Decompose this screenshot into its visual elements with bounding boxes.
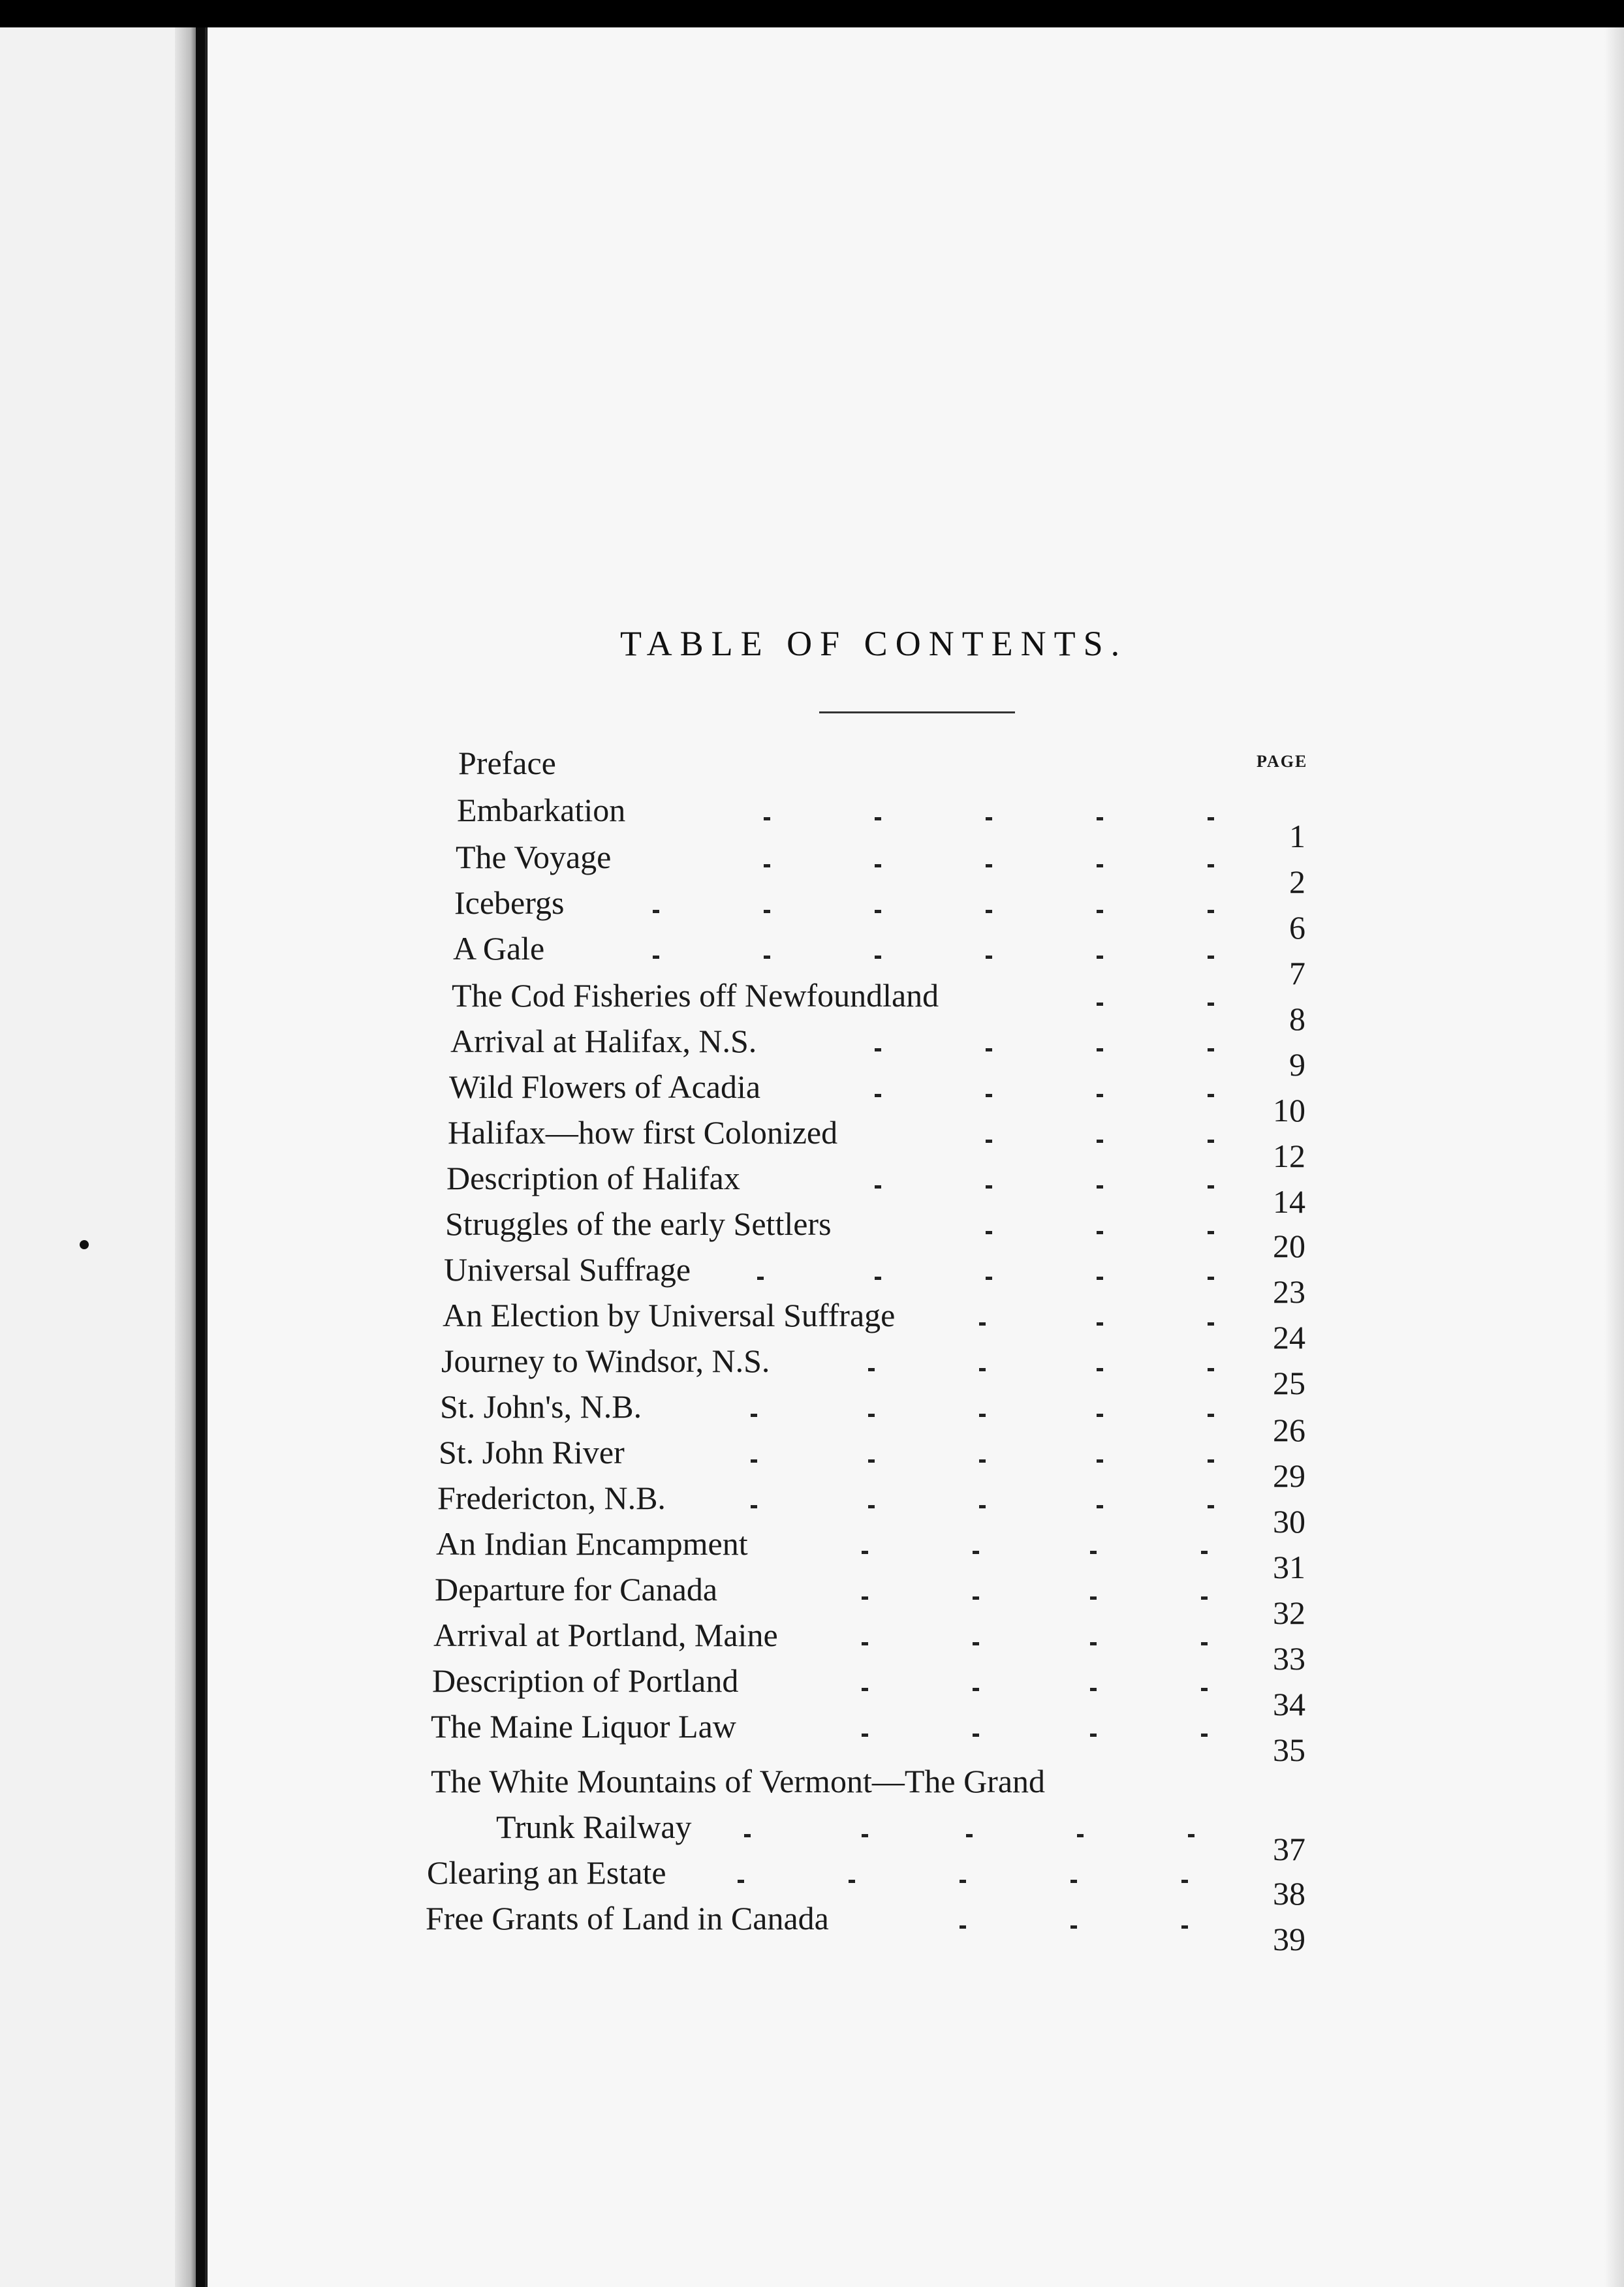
toc-entry-title: Arrival at Halifax, N.S. [450, 1023, 757, 1059]
leader-dot [875, 910, 881, 913]
leader-dot [966, 1834, 973, 1837]
toc-entry [439, 1433, 1279, 1479]
leader-dot [1090, 1551, 1097, 1554]
leader-dot [1097, 864, 1103, 867]
leader-dot [868, 1368, 875, 1371]
toc-page-number: 9 [1289, 1046, 1305, 1083]
leader-dot [986, 1140, 992, 1143]
leader-dot [653, 956, 659, 959]
leader-dot [1208, 910, 1214, 913]
leader-dot [1097, 1459, 1103, 1463]
leader-dot [1208, 1322, 1214, 1326]
toc-page-number: 14 [1273, 1183, 1305, 1220]
leader-dot [1201, 1596, 1208, 1600]
leader-dot [973, 1551, 979, 1554]
leader-dot [1090, 1596, 1097, 1600]
toc-entry [433, 1616, 1279, 1662]
leader-dot [986, 864, 992, 867]
toc-entry-title: Arrival at Portland, Maine [433, 1617, 778, 1653]
toc-page-number: 34 [1273, 1686, 1305, 1722]
toc-entry [444, 1251, 1279, 1296]
toc-entry-title: The Voyage [456, 839, 612, 875]
leader-dot [764, 817, 770, 820]
leader-dot [960, 1925, 966, 1929]
toc-entry [443, 1296, 1279, 1342]
leader-dot [1070, 1925, 1077, 1929]
leader-dot [1208, 817, 1214, 820]
leader-dot [986, 1048, 992, 1051]
leader-dot [868, 1505, 875, 1508]
leader-dot [868, 1459, 875, 1463]
toc-entry-title: The White Mountains of Vermont—The Grand [431, 1763, 1046, 1799]
leader-dot [875, 817, 881, 820]
leader-dot [1188, 1834, 1195, 1837]
toc-entry-title: Trunk Railway [496, 1809, 692, 1845]
toc-page-number: 20 [1273, 1228, 1305, 1264]
leader-dot [1201, 1688, 1208, 1691]
toc-entry-title: Icebergs [454, 884, 565, 921]
leader-dot [1090, 1642, 1097, 1645]
leader-dot [764, 956, 770, 959]
toc-page-number: 37 [1273, 1831, 1305, 1867]
toc-entry-title: Preface [458, 745, 556, 781]
toc-page-number: 25 [1273, 1365, 1305, 1401]
toc-entry-title: Universal Suffrage [444, 1251, 691, 1288]
toc-page-number: 30 [1273, 1503, 1305, 1540]
toc-entry [496, 1808, 1279, 1854]
leader-dot [862, 1688, 868, 1691]
toc-entry-title: Journey to Windsor, N.S. [441, 1343, 770, 1379]
leader-dot [1208, 864, 1214, 867]
toc-entry-title: The Maine Liquor Law [431, 1708, 736, 1745]
toc-page-number: 35 [1273, 1732, 1305, 1768]
toc-entry [441, 1342, 1279, 1388]
leader-dot [751, 1505, 757, 1508]
leader-dot [960, 1880, 966, 1883]
toc-entry [435, 1570, 1279, 1616]
toc-entry-title: Embarkation [457, 792, 626, 828]
leader-dot [1208, 1277, 1214, 1280]
leader-dot [862, 1734, 868, 1737]
toc-entry [426, 1899, 1279, 1945]
leader-dot [979, 1368, 986, 1371]
leader-dot [986, 1094, 992, 1097]
leader-dot [1201, 1642, 1208, 1645]
leader-dot [1201, 1551, 1208, 1554]
toc-entry-title: Halifax—how first Colonized [448, 1114, 838, 1151]
toc-entry-title: Fredericton, N.B. [437, 1480, 666, 1516]
leader-dot [1208, 1094, 1214, 1097]
toc-page-number: 24 [1273, 1319, 1305, 1356]
page-column-label: PAGE [1257, 752, 1308, 771]
leader-dot [986, 817, 992, 820]
leader-dot [979, 1414, 986, 1417]
toc-entry-title: A Gale [453, 930, 545, 967]
leader-dot [1097, 1322, 1103, 1326]
toc-page-number: 10 [1273, 1092, 1305, 1128]
toc-page-number: 6 [1289, 909, 1305, 946]
toc-entry-title: Clearing an Estate [427, 1854, 666, 1891]
toc-entry [427, 1854, 1279, 1899]
leader-dot [1077, 1834, 1084, 1837]
page-title: TABLE OF CONTENTS. [620, 624, 1128, 663]
leader-dot [1097, 1094, 1103, 1097]
leader-dot [875, 1277, 881, 1280]
toc-entry-title: St. John River [439, 1434, 625, 1470]
toc-entry-title: Struggles of the early Settlers [445, 1206, 832, 1242]
toc-page-number: 33 [1273, 1640, 1305, 1677]
leader-dot [862, 1642, 868, 1645]
toc-entry-title: Description of Halifax [446, 1160, 740, 1196]
toc-page-number: 26 [1273, 1412, 1305, 1448]
toc-entry-title: An Indian Encampment [436, 1525, 748, 1562]
toc-page-number: 31 [1273, 1549, 1305, 1585]
leader-dot [1070, 1880, 1077, 1883]
toc-entry [431, 1707, 1279, 1753]
toc-page-number: 23 [1273, 1273, 1305, 1310]
leader-dot [653, 910, 659, 913]
leader-dot [1097, 1368, 1103, 1371]
leader-dot [1097, 1231, 1103, 1234]
leader-dot [738, 1880, 744, 1883]
toc-entry [454, 884, 1279, 929]
toc-page-number: 2 [1289, 863, 1305, 900]
leader-dot [1090, 1688, 1097, 1691]
toc-page-number: 32 [1273, 1595, 1305, 1631]
leader-dot [1201, 1734, 1208, 1737]
leader-dot [875, 1185, 881, 1189]
toc-entry [452, 976, 1279, 1022]
leader-dot [986, 1185, 992, 1189]
leader-dot [862, 1834, 868, 1837]
leader-dot [986, 910, 992, 913]
leader-dot [1181, 1925, 1188, 1929]
leader-dot [1208, 1459, 1214, 1463]
leader-dot [1208, 1505, 1214, 1508]
leader-dot [751, 1414, 757, 1417]
toc-entry-title: Free Grants of Land in Canada [426, 1900, 829, 1937]
toc-entry-title: An Election by Universal Suffrage [443, 1297, 896, 1333]
leader-dot [1208, 1185, 1214, 1189]
leader-dot [875, 956, 881, 959]
toc-entry [457, 791, 1279, 837]
leader-dot [1097, 1003, 1103, 1006]
toc-entry [437, 1479, 1279, 1525]
leader-dot [764, 864, 770, 867]
leader-dot [1208, 1048, 1214, 1051]
leader-dot [1097, 956, 1103, 959]
leader-dot [757, 1277, 764, 1280]
leader-dot [1097, 817, 1103, 820]
leader-dot [1097, 1414, 1103, 1417]
toc-entry-title: Wild Flowers of Acadia [449, 1068, 761, 1105]
leader-dot [1090, 1734, 1097, 1737]
toc-entry [458, 744, 1279, 790]
leader-dot [1208, 1368, 1214, 1371]
leader-dot [973, 1734, 979, 1737]
leader-dot [1181, 1880, 1188, 1883]
toc-entry [456, 838, 1279, 884]
toc-page-number: 12 [1273, 1138, 1305, 1174]
leader-dot [979, 1322, 986, 1326]
leader-dot [1208, 956, 1214, 959]
toc-entry [445, 1205, 1279, 1251]
leader-dot [1097, 1048, 1103, 1051]
leader-dot [764, 910, 770, 913]
leader-dot [875, 1094, 881, 1097]
toc-page-number: 7 [1289, 955, 1305, 991]
leader-dot [979, 1505, 986, 1508]
leader-dot [986, 1231, 992, 1234]
toc-entry [448, 1113, 1279, 1159]
leader-dot [1208, 1414, 1214, 1417]
leader-dot [849, 1880, 855, 1883]
leader-dot [1208, 1003, 1214, 1006]
leader-dot [973, 1688, 979, 1691]
leader-dot [1208, 1140, 1214, 1143]
toc-entry [431, 1762, 1279, 1808]
leader-dot [979, 1459, 986, 1463]
leader-dot [875, 1048, 881, 1051]
leader-dot [744, 1834, 751, 1837]
toc-entry [436, 1525, 1279, 1570]
toc-page-number: 1 [1289, 818, 1305, 854]
toc-page-number: 39 [1273, 1921, 1305, 1957]
leader-dot [875, 864, 881, 867]
leader-dot [973, 1642, 979, 1645]
toc-entry-title: Departure for Canada [435, 1571, 718, 1608]
leader-dot [1097, 1185, 1103, 1189]
leader-dot [1208, 1231, 1214, 1234]
toc-entry-title: Description of Portland [432, 1662, 739, 1699]
leader-dot [868, 1414, 875, 1417]
leader-dot [1097, 1505, 1103, 1508]
toc-entry-title: The Cod Fisheries off Newfoundland [452, 977, 939, 1014]
toc-entry [432, 1662, 1279, 1707]
leader-dot [862, 1551, 868, 1554]
leader-dot [751, 1459, 757, 1463]
toc-page-number: 38 [1273, 1875, 1305, 1912]
toc-entry [449, 1068, 1279, 1113]
leader-dot [1097, 910, 1103, 913]
toc-entry [446, 1159, 1279, 1205]
toc-entry [450, 1022, 1279, 1068]
toc-page-number: 29 [1273, 1457, 1305, 1494]
leader-dot [986, 956, 992, 959]
leader-dot [986, 1277, 992, 1280]
toc-entry-title: St. John's, N.B. [440, 1388, 642, 1425]
leader-dot [1097, 1277, 1103, 1280]
leader-dot [862, 1596, 868, 1600]
toc-entry [440, 1388, 1279, 1433]
toc-entry [453, 929, 1279, 975]
leader-dot [973, 1596, 979, 1600]
toc-page-number: 8 [1289, 1001, 1305, 1037]
leader-dot [1097, 1140, 1103, 1143]
